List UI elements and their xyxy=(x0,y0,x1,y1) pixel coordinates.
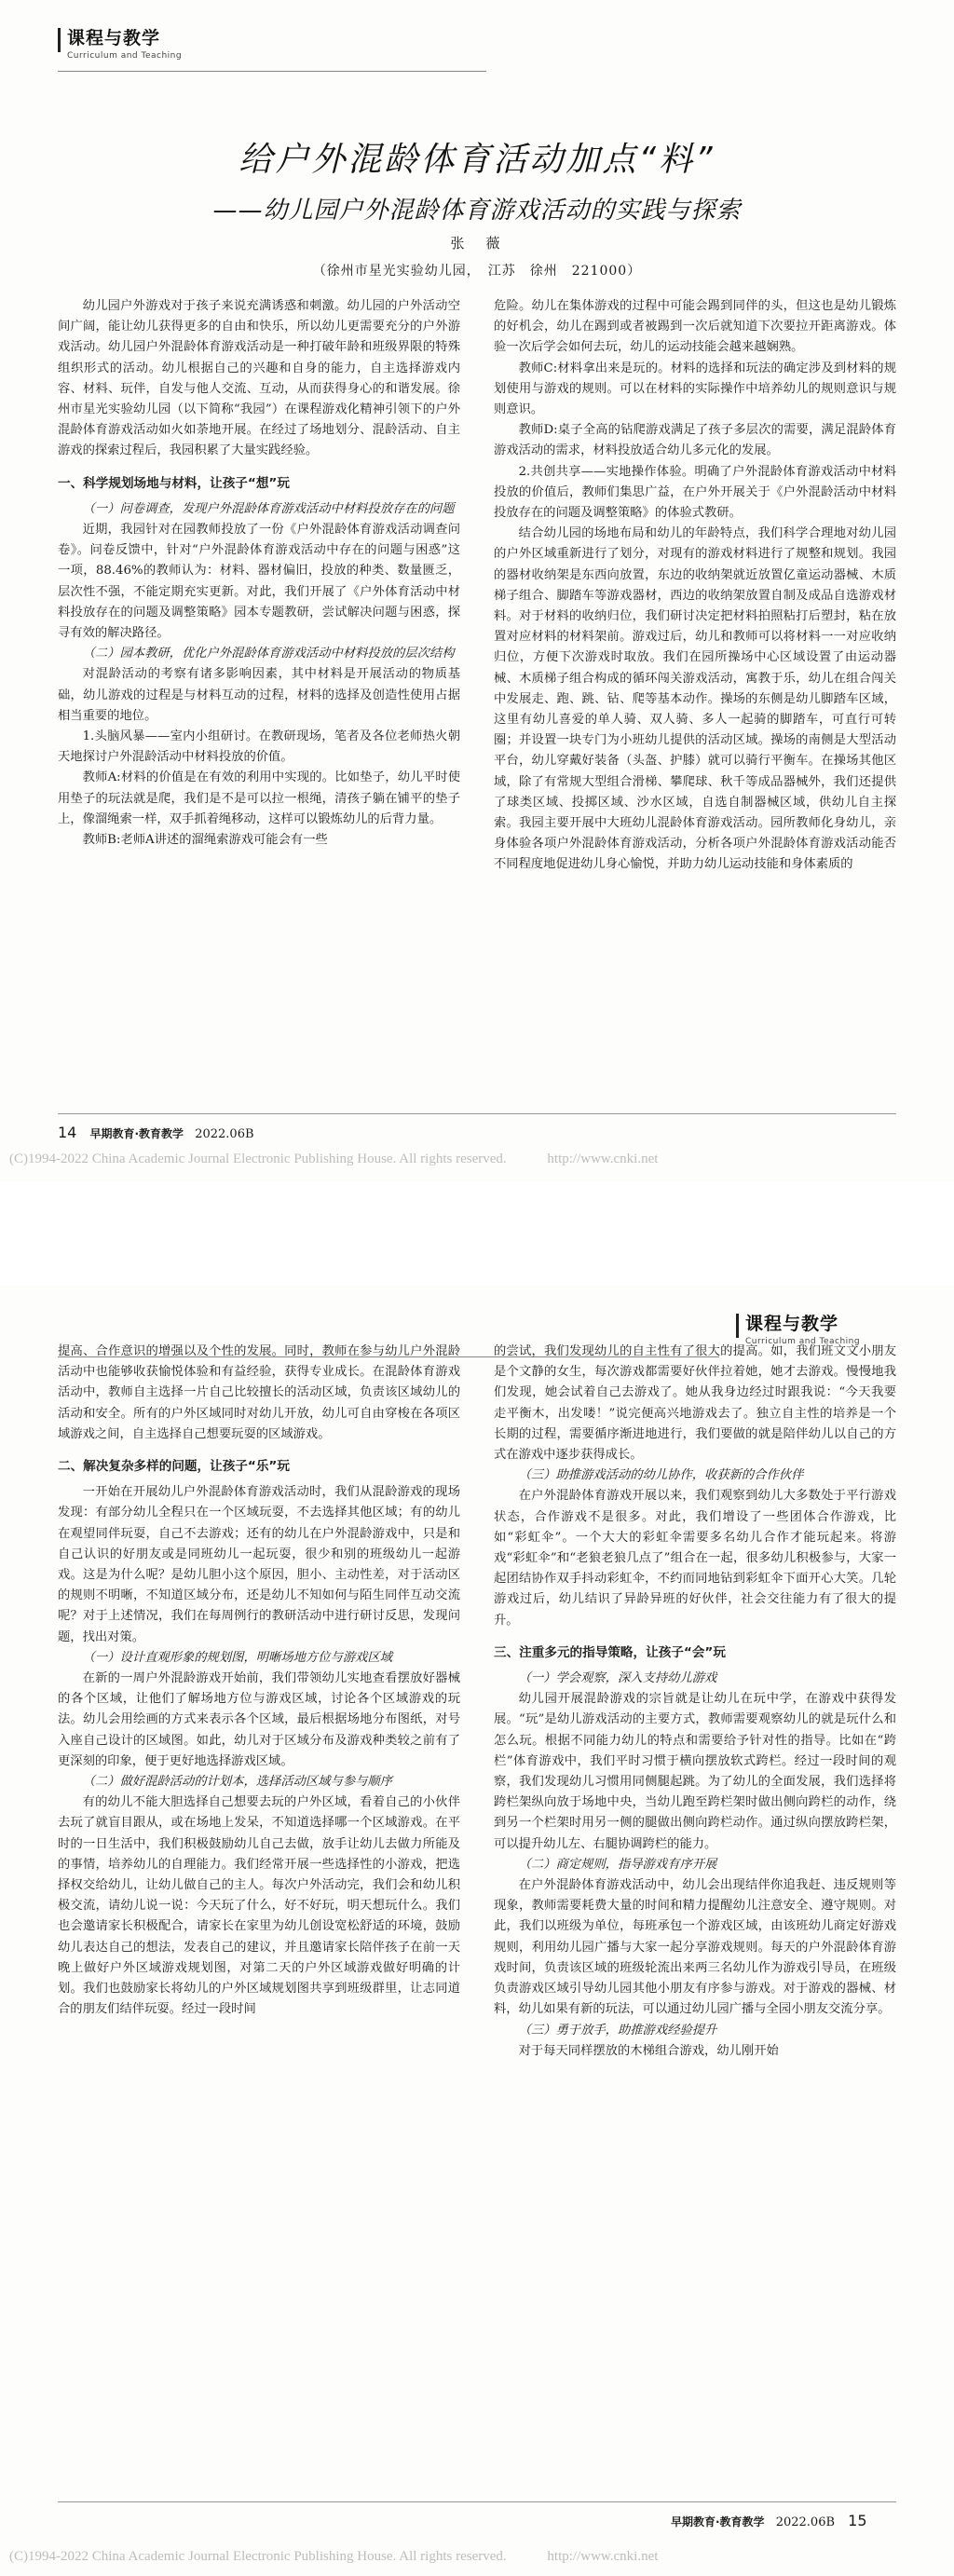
header-cn: 课程与教学 xyxy=(67,28,161,48)
page2-right-column xyxy=(494,1342,896,2062)
paragraph: 对于每天同样摆放的木梯组合游戏，幼儿刚开始 xyxy=(518,2043,779,2058)
paragraph: 教师B:老师A讲述的溜绳索游戏可能会有一些 xyxy=(82,833,328,848)
page-number: 15 xyxy=(848,2512,867,2529)
article-author: 张 薇 xyxy=(450,235,504,252)
copyright-text: (C)1994-2022 China Academic Journal Electronic Publishing House. All rights reserved. xyxy=(9,1152,507,1166)
page-footer xyxy=(58,1124,254,1141)
subsection-heading: （一）学会观察，深入支持幼儿游戏 xyxy=(518,1671,717,1686)
paragraph: 教师D:桌子全高的钻爬游戏满足了孩子多层次的需要，满足混龄体育游戏活动的需求，材料投放适合幼儿多元化的发展。 xyxy=(494,423,896,458)
page1-right-column xyxy=(494,296,896,876)
article-subtitle: ——幼儿园户外混龄体育游戏活动的实践与探索 xyxy=(212,197,742,225)
paragraph: 结合幼儿园的场地布局和幼儿的年龄特点，我们科学合理地对幼儿园的户外区域重新进行了划分，对现有的游戏材料进行了规整和规划。我园的器材收纳架是东西向放置，东边的收纳架就近放置亿童运动器械、木质梯子组合、脚踏车等游戏器材，西边的收纳架放置自制及成品自选游戏材料。对于材料的收纳归位，我们研讨决定把材料拍照粘打后塑封，粘在放置对应材料的材料架前。游戏过后，幼儿和教师可以将材料一一对应收纳归位，方便下次游戏时取放。我们在园所操场中心区域设置了由运动器械、木质梯子组合构成的循环闯关游戏活动，寓教于乐，幼儿在组合闯关中发展走、跑、跳、钻、爬等基本动作。操场的东侧是幼儿脚踏车区域，这里有幼儿喜爱的单人骑、双人骑、多人一起骑的脚踏车，可直行可转圈；并设置一块专门为小班幼儿提供的活动区域。操场的南侧是大型活动平台，幼儿穿戴好装备（头盔、护膝）就可以骑行平衡车。在操场其他区域，除了有常规大型组合滑梯、攀爬球、秋千等成品器械外，我们还提供了球类区域、投掷区域、沙水区域，自选自制器械区域，供幼儿自主探索。我园主要开展中大班幼儿混龄体育游戏活动。园所教师化身幼儿，亲身体验各项户外混龄体育游戏活动，分析各项户外混龄体育游戏活动能否不同程度地促进幼儿身心愉悦，并助力幼儿运动技能和身体素质的 xyxy=(494,526,896,872)
header-bar-mark xyxy=(58,28,61,52)
journal-name: 早期教育·教育教学 xyxy=(89,1127,184,1140)
footer-rule xyxy=(58,2501,896,2502)
footer-rule xyxy=(58,1113,896,1114)
paragraph: 1.头脑风暴——室内小组研讨。在教研现场，笔者及各位老师热火朝天地探讨户外混龄活动中材料投放的价值。 xyxy=(58,729,460,765)
issue-date: 2022.06B xyxy=(195,1127,254,1141)
paragraph: 危险。幼儿在集体游戏的过程中可能会踢到同伴的头，但这也是幼儿锻炼的好机会，幼儿在踢到或者被踢到一次后就知道下次要拉开距离游戏。体验一次后学会如何去玩，幼儿的运动技能会越来越娴熟。 xyxy=(494,299,896,355)
paragraph: 2.共创共享——实地操作体验。明确了户外混龄体育游戏活动中材料投放的价值后，教师们集思广益，在户外开展关于《户外混龄活动中材料投放存在的问题及调整策略》的体验式教研。 xyxy=(494,464,896,521)
copyright-notice xyxy=(9,2549,658,2565)
copyright-url: http://www.cnki.net xyxy=(547,2549,659,2564)
section-heading-1: 一、科学规划场地与材料，让孩子“想”玩 xyxy=(58,475,290,491)
paragraph: 有的幼儿不能大胆选择自己想要去玩的户外区域，看着自己的小伙伴去玩了就盲目跟从，或在场地上发呆，不知道选择哪一个区域游戏。在平时的一日生活中，我们积极鼓励幼儿自己去做，放手让幼儿去做力所能及的事情，培养幼儿的自理能力。我们经常开展一些选择性的小游戏，把选择权交给幼儿，让幼儿做自己的主人。每次户外活动完，我们会和幼儿积极交流，请幼儿说一说：今天玩了什么，好不好玩，明天想玩什么。我们也会邀请家长积极配合，请家长在家里为幼儿创设宽松舒适的环境，鼓励幼儿表达自己的想法，发表自己的建议，并且邀请家长陪伴孩子在前一天晚上做好户外区域游戏规划图，对第二天的户外区域游戏做好明确的计划。我们也鼓励家长将幼儿的户外区域规划图共享到班级群里，让志同道合的朋友们结伴玩耍。经过一段时间 xyxy=(58,1795,460,2017)
subsection-heading: （二）商定规则，指导游戏有序开展 xyxy=(518,1857,717,1872)
paragraph: 在户外混龄体育游戏开展以来，我们观察到幼儿大多数处于平行游戏状态，合作游戏不是很多。对此，我们增设了一些团体合作游戏，比如“彩虹伞”。一个大大的彩虹伞需要多名幼儿合作才能玩起来。将游戏“彩虹伞”和“老狼老狼几点了”组合在一起，很多幼儿积极参与，大家一起团结协作双手抖动彩虹伞，不约而同地钻到彩虹伞下面开心大笑。几轮游戏过后，幼儿结识了异龄异班的好伙伴，社会交往能力有了很大的提升。 xyxy=(494,1489,896,1628)
page-footer xyxy=(671,2512,867,2529)
paragraph: 提高、合作意识的增强以及个性的发展。同时，教师在参与幼儿户外混龄活动中也能够收获愉悦体验和有益经验，获得专业成长。在混龄体育游戏活动中，教师自主选择一片自己比较擅长的活动区域，负责该区域幼儿的活动和安全。所有的户外区域同时对幼儿开放，幼儿可自由穿梭在各项区域游戏之间，自主选择自己想要玩耍的区域游戏。 xyxy=(58,1344,460,1441)
paragraph: 在户外混龄体育游戏活动中，幼儿会出现结伴你追我赶、违反规则等现象，教师需要耗费大量的时间和精力提醒幼儿注意安全、遵守规则。对此，我们以班级为单位，每班承包一个游戏区域，由该班幼儿商定好游戏规则，利用幼儿园广播与大家一起分享游戏规则。每天的户外混龄体育游戏时间，负责该区域的班级轮流出来两三名幼儿作为游戏引导员，在班级负责游戏区域引导幼儿园其他小朋友有序参与游戏。对于游戏的器械、材料，幼儿如果有新的玩法，可以通过幼儿园广播与全园小朋友交流分享。 xyxy=(494,1878,896,2017)
page1-left-column xyxy=(58,296,460,851)
copyright-notice xyxy=(9,1152,658,1167)
header-bar-mark xyxy=(736,1314,739,1338)
article-affiliation: （徐州市星光实验幼儿园， 江苏 徐州 221000） xyxy=(312,264,642,279)
paragraph: 对混龄活动的考察有诸多影响因素，其中材料是开展活动的物质基础，幼儿游戏的过程是与材料互动的过程，材料的选择及创造性使用占据相当重要的地位。 xyxy=(58,667,460,723)
subsection-heading: （三）助推游戏活动的幼儿协作，收获新的合作伙伴 xyxy=(518,1468,804,1483)
paragraph: 教师C:材料拿出来是玩的。材料的选择和玩法的确定涉及到材料的规划使用与游戏的规则。可以在材料的实际操作中培养幼儿的规则意识与规则意识。 xyxy=(494,361,896,417)
journal-name: 早期教育·教育教学 xyxy=(671,2515,765,2528)
section-heading-3: 三、注重多元的指导策略，让孩子“会”玩 xyxy=(494,1644,726,1660)
paragraph: 在新的一周户外混龄游戏开始前，我们带领幼儿实地查看摆放好器械的各个区域，让他们了解场地方位与游戏区域，讨论各个区域游戏的玩法。幼儿会用绘画的方式来表示各个区域，最后根据场地分布图纸，对号入座自己设计的区域图。如此，幼儿对于区域分布及游戏种类较之前有了更深刻的印象，便于更好地选择游戏区域。 xyxy=(58,1671,460,1768)
page-number: 14 xyxy=(58,1124,77,1141)
paragraph: 一开始在开展幼儿户外混龄体育游戏活动时，我们从混龄游戏的现场发现：有部分幼儿全程只在一个区域玩耍，不去选择其他区域；有的幼儿在观望同伴玩耍，自己不去游戏；还有的幼儿在户外混龄游戏中，只是和自己认识的好朋友或是同班幼儿一起玩耍，很少和别的班级幼儿一起游戏。这是为什么呢？是幼儿胆小这个原因，胆小、主动性差，对于活动区的规则不明晰，不知道区域分布，还是幼儿不知如何与陌生同伴互动交流呢？对于上述情况，我们在每周例行的教研活动中进行研讨反思，发现问题，找出对策。 xyxy=(58,1485,460,1644)
copyright-url: http://www.cnki.net xyxy=(547,1152,659,1166)
subsection-heading: （一）问卷调查，发现户外混龄体育游戏活动中材料投放存在的问题 xyxy=(82,501,455,516)
header-rule xyxy=(58,71,486,72)
subsection-heading: （三）勇于放手，助推游戏经验提升 xyxy=(518,2023,717,2038)
paragraph: 幼儿园开展混龄游戏的宗旨就是让幼儿在玩中学，在游戏中获得发展。“玩”是幼儿游戏活动的主要方式，教师需要观察幼儿的就是玩什么和怎么玩。根据不同能力幼儿的特点和需要给予针对性的指导。比如在“跨栏”体育游戏中，我们平时习惯于横向摆放软式跨栏。经过一段时间的观察，我们发现幼儿习惯用同侧腿起跳。为了幼儿的全面发展，我们选择将跨栏架纵向放于场地中央，当幼儿跑至跨栏架时做出侧向跨栏的动作，绕到另一个栏架时用另一侧的腿做出侧向跨栏动作。通过纵向摆放跨栏架，可以提升幼儿左、右腿协调跨栏的能力。 xyxy=(494,1692,896,1851)
section-heading-2: 二、解决复杂多样的问题，让孩子“乐”玩 xyxy=(58,1459,290,1475)
paragraph: 的尝试，我们发现幼儿的自主性有了很大的提高。如，我们班文文小朋友是个文静的女生，每次游戏都需要好伙伴拉着她，她才去游戏。慢慢地我们发现，她会试着自己去游戏了。她从我身边经过时跟我说：“今天我要走平衡木，出发喽！”说完便高兴地游戏去了。独立自主性的培养是一个长期的过程，需要循序渐进地进行，我们要做的就是陪伴幼儿以自己的方式在游戏中逐步获得成长。 xyxy=(494,1344,896,1463)
subsection-heading: （二）做好混龄活动的计划本，选择活动区域与参与顺序 xyxy=(82,1775,393,1790)
header-cn: 课程与教学 xyxy=(745,1314,839,1334)
subsection-heading: （二）园本教研，优化户外混龄体育游戏活动中材料投放的层次结构 xyxy=(82,647,455,661)
copyright-text: (C)1994-2022 China Academic Journal Electronic Publishing House. All rights reserved. xyxy=(9,2549,507,2564)
header-en: Curriculum and Teaching xyxy=(67,51,183,61)
subsection-heading: （一）设计直观形象的规划图，明晰场地方位与游戏区域 xyxy=(82,1650,393,1665)
paragraph: 近期，我园针对在园教师投放了一份《户外混龄体育游戏活动调查问卷》。问卷反馈中，针对“户外混龄体育游戏活动中存在的问题与困惑”这一项，88.46%的教师认为：材料、器材偏旧，投放的种类、数量匮乏，层次性不强，不能定期充实更新。对此，我们开展了《户外体育活动中材料投放存在的问题及调整策略》园本专题教研，尝试解决问题与困惑，探寻有效的解决路径。 xyxy=(58,523,460,641)
header-en: Curriculum and Teaching xyxy=(745,1337,861,1346)
paragraph: 幼儿园户外游戏对于孩子来说充满诱惑和刺激。幼儿园的户外活动空间广阔，能让幼儿获得更多的自由和快乐，所以幼儿更需要充分的户外游戏活动。幼儿园户外混龄体育游戏活动是一种打破年龄和班级界限的特殊组织形式的活动。幼儿根据自己的兴趣和自身的能力，自主选择游戏内容、材料、玩伴，自发与他人交流、互动，从而获得身心的和谐发展。徐州市星光实验幼儿园（以下简称“我园”）在课程游戏化精神引领下的户外混龄体育游戏活动如火如荼地开展。在经过了场地划分、混龄活动、自主游戏的探索过程后，我园积累了大量实践经验。 xyxy=(58,299,460,458)
paragraph: 教师A:材料的价值是在有效的利用中实现的。比如垫子，幼儿平时使用垫子的玩法就是爬，我们是不是可以拉一根绳，清孩子躺在铺平的垫子上，像溜绳索一样，双手抓着绳移动，这样可以锻炼幼儿的后背力量。 xyxy=(58,770,460,826)
issue-date: 2022.06B xyxy=(775,2515,836,2529)
page2-left-column xyxy=(58,1342,460,2021)
article-title: 给户外混龄体育活动加点“料” xyxy=(238,141,716,179)
page-gap xyxy=(0,1181,954,1286)
